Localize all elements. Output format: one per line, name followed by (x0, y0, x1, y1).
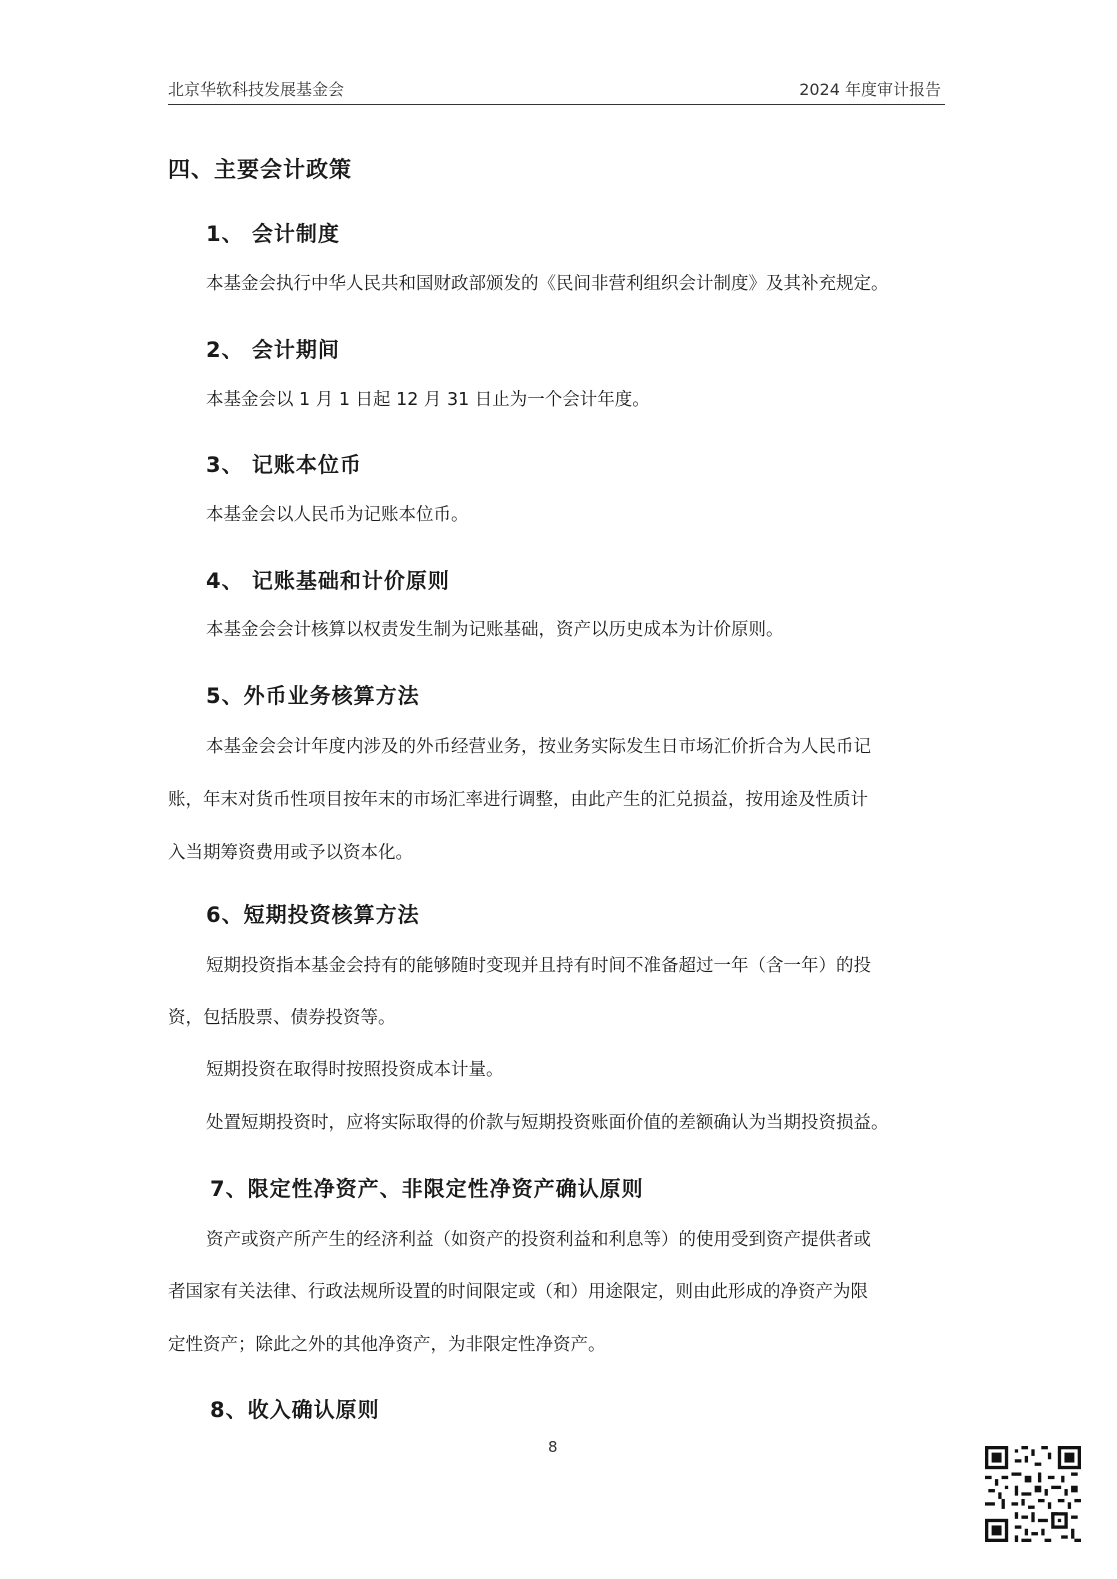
paragraph-line: 账，年末对货币性项目按年末的市场汇率进行调整，由此产生的汇兑损益，按用途及性质计 (168, 790, 868, 810)
heading-net-assets: 7、限定性净资产、非限定性净资产确认原则 (210, 1177, 644, 1201)
heading-short-term-investment: 6、短期投资核算方法 (206, 903, 420, 927)
paragraph-line: 短期投资指本基金会持有的能够随时变现并且持有时间不准备超过一年（含一年）的投 (206, 956, 871, 976)
paragraph-line: 者国家有关法律、行政法规所设置的时间限定或（和）用途限定，则由此形成的净资产为限 (168, 1282, 868, 1302)
paragraph-line: 入当期筹资费用或予以资本化。 (168, 843, 413, 863)
heading-accounting-period: 2、 会计期间 (206, 338, 340, 362)
header-org: 北京华软科技发展基金会 (168, 80, 345, 99)
heading-foreign-currency: 5、外币业务核算方法 (206, 684, 420, 708)
heading-accounting-system: 1、 会计制度 (206, 222, 340, 246)
paragraph-line: 资产或资产所产生的经济利益（如资产的投资利益和利息等）的使用受到资产提供者或 (206, 1230, 871, 1250)
paragraph-line: 短期投资在取得时按照投资成本计量。 (206, 1060, 504, 1080)
section-title: 四、主要会计政策 (168, 158, 353, 183)
paragraph-line: 本基金会执行中华人民共和国财政部颁发的《民间非营利组织会计制度》及其补充规定。 (206, 274, 889, 294)
paragraph-line: 本基金会以 1 月 1 日起 12 月 31 日止为一个会计年度。 (206, 390, 650, 410)
heading-basis: 4、 记账基础和计价原则 (206, 569, 450, 593)
page-number: 8 (548, 1438, 558, 1456)
paragraph-line: 定性资产；除此之外的其他净资产，为非限定性净资产。 (168, 1335, 606, 1355)
paragraph-line: 资，包括股票、债券投资等。 (168, 1008, 396, 1028)
paragraph-line: 本基金会会计核算以权责发生制为记账基础，资产以历史成本为计价原则。 (206, 620, 784, 640)
paragraph-line: 本基金会会计年度内涉及的外币经营业务，按业务实际发生日市场汇价折合为人民币记 (206, 737, 871, 757)
paragraph-line: 处置短期投资时，应将实际取得的价款与短期投资账面价值的差额确认为当期投资损益。 (206, 1113, 889, 1133)
paragraph-line: 本基金会以人民币为记账本位币。 (206, 505, 469, 525)
heading-revenue-recognition: 8、收入确认原则 (210, 1398, 380, 1422)
qr-code-icon (985, 1446, 1081, 1542)
header-report: 2024 年度审计报告 (799, 80, 941, 99)
page-header (168, 76, 945, 105)
heading-currency: 3、 记账本位币 (206, 453, 362, 477)
